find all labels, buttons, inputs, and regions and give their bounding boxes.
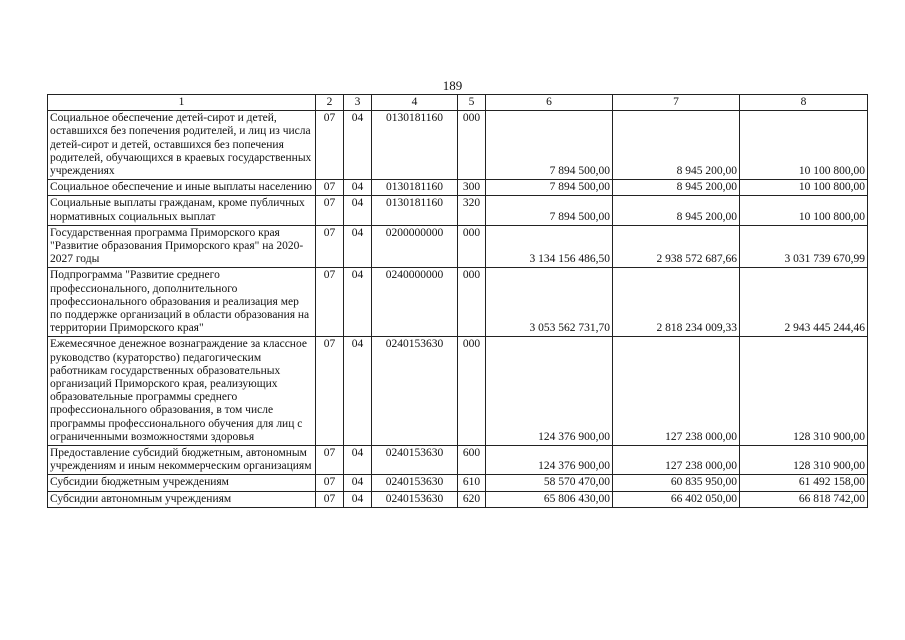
row-subsection: 04: [344, 268, 372, 337]
header-cell-3: 3: [344, 95, 372, 111]
table-row: [48, 196, 868, 225]
row-amount-col8: 10 100 800,00: [740, 180, 868, 196]
table-row: [48, 225, 868, 268]
row-expense-type: 000: [458, 268, 486, 337]
page-number: 189: [442, 78, 463, 93]
row-amount-col6: 124 376 900,00: [486, 446, 613, 475]
row-subsection: 04: [344, 491, 372, 507]
row-amount-col6: 7 894 500,00: [486, 111, 613, 180]
row-expense-type: 000: [458, 111, 486, 180]
row-subsection: 04: [344, 111, 372, 180]
row-amount-col7: 8 945 200,00: [613, 180, 740, 196]
table-row: [48, 111, 868, 180]
row-amount-col7: 2 818 234 009,33: [613, 268, 740, 337]
table-row: [48, 337, 868, 446]
row-section: 07: [316, 475, 344, 491]
row-subsection: 04: [344, 337, 372, 446]
row-section: 07: [316, 337, 344, 446]
row-amount-col6: 7 894 500,00: [486, 196, 613, 225]
row-expense-type: 000: [458, 225, 486, 268]
row-subsection: 04: [344, 196, 372, 225]
row-amount-col6: 65 806 430,00: [486, 491, 613, 507]
header-cell-8: 8: [740, 95, 868, 111]
row-amount-col8: 10 100 800,00: [740, 196, 868, 225]
row-section: 07: [316, 111, 344, 180]
row-subsection: 04: [344, 475, 372, 491]
row-subsection: 04: [344, 225, 372, 268]
row-expense-type: 610: [458, 475, 486, 491]
row-target-article: 0200000000: [372, 225, 458, 268]
header-cell-4: 4: [372, 95, 458, 111]
row-target-article: 0130181160: [372, 180, 458, 196]
budget-table: [47, 94, 868, 508]
row-expense-type: 320: [458, 196, 486, 225]
row-amount-col7: 8 945 200,00: [613, 111, 740, 180]
row-name: Государственная программа Приморского края "Развитие образования Приморского края" на 2020-2027 годы: [48, 225, 316, 268]
row-expense-type: 000: [458, 337, 486, 446]
row-section: 07: [316, 491, 344, 507]
row-amount-col8: 61 492 158,00: [740, 475, 868, 491]
table-row: [48, 491, 868, 507]
row-amount-col7: 8 945 200,00: [613, 196, 740, 225]
row-name: Социальные выплаты гражданам, кроме публичных нормативных социальных выплат: [48, 196, 316, 225]
row-amount-col7: 2 938 572 687,66: [613, 225, 740, 268]
row-section: 07: [316, 180, 344, 196]
row-target-article: 0240153630: [372, 491, 458, 507]
table-row: [48, 475, 868, 491]
header-cell-2: 2: [316, 95, 344, 111]
table-row: [48, 268, 868, 337]
header-cell-6: 6: [486, 95, 613, 111]
row-amount-col6: 124 376 900,00: [486, 337, 613, 446]
row-target-article: 0240153630: [372, 337, 458, 446]
row-amount-col8: 66 818 742,00: [740, 491, 868, 507]
row-amount-col6: 58 570 470,00: [486, 475, 613, 491]
header-cell-7: 7: [613, 95, 740, 111]
row-section: 07: [316, 225, 344, 268]
row-name: Подпрограмма "Развитие среднего профессионального, дополнительного профессионального образования и реализация мер по поддержке организаций в области образования на территории Приморского края": [48, 268, 316, 337]
row-amount-col6: 7 894 500,00: [486, 180, 613, 196]
row-amount-col8: 128 310 900,00: [740, 446, 868, 475]
row-name: Социальное обеспечение и иные выплаты населению: [48, 180, 316, 196]
row-amount-col7: 60 835 950,00: [613, 475, 740, 491]
table-row: [48, 446, 868, 475]
row-amount-col8: 128 310 900,00: [740, 337, 868, 446]
row-name: Ежемесячное денежное вознаграждение за классное руководство (кураторство) педагогическим работникам государственных образовательных организаций Приморского края, реализующих образовательные программы среднего профессионального образования, в том числе программы профессионального обучения для лиц с ограниченными возможностями здоровья: [48, 337, 316, 446]
row-expense-type: 300: [458, 180, 486, 196]
row-name: Субсидии автономным учреждениям: [48, 491, 316, 507]
header-cell-5: 5: [458, 95, 486, 111]
row-expense-type: 600: [458, 446, 486, 475]
row-subsection: 04: [344, 180, 372, 196]
row-target-article: 0130181160: [372, 196, 458, 225]
row-target-article: 0240000000: [372, 268, 458, 337]
row-name: Субсидии бюджетным учреждениям: [48, 475, 316, 491]
row-expense-type: 620: [458, 491, 486, 507]
table-row: [48, 180, 868, 196]
row-name: Социальное обеспечение детей-сирот и детей, оставшихся без попечения родителей, и лиц из числа детей-сирот и детей, оставшихся без попечения родителей, обучающихся в краевых государственных учреждениях: [48, 111, 316, 180]
row-name: Предоставление субсидий бюджетным, автономным учреждениям и иным некоммерческим организациям: [48, 446, 316, 475]
row-amount-col8: 10 100 800,00: [740, 111, 868, 180]
header-row: [48, 95, 868, 111]
row-amount-col8: 2 943 445 244,46: [740, 268, 868, 337]
row-amount-col7: 127 238 000,00: [613, 337, 740, 446]
row-amount-col6: 3 134 156 486,50: [486, 225, 613, 268]
row-section: 07: [316, 268, 344, 337]
row-amount-col6: 3 053 562 731,70: [486, 268, 613, 337]
header-cell-1: 1: [48, 95, 316, 111]
row-amount-col7: 66 402 050,00: [613, 491, 740, 507]
row-target-article: 0240153630: [372, 475, 458, 491]
row-amount-col7: 127 238 000,00: [613, 446, 740, 475]
row-amount-col8: 3 031 739 670,99: [740, 225, 868, 268]
row-target-article: 0130181160: [372, 111, 458, 180]
row-section: 07: [316, 446, 344, 475]
row-section: 07: [316, 196, 344, 225]
row-subsection: 04: [344, 446, 372, 475]
row-target-article: 0240153630: [372, 446, 458, 475]
